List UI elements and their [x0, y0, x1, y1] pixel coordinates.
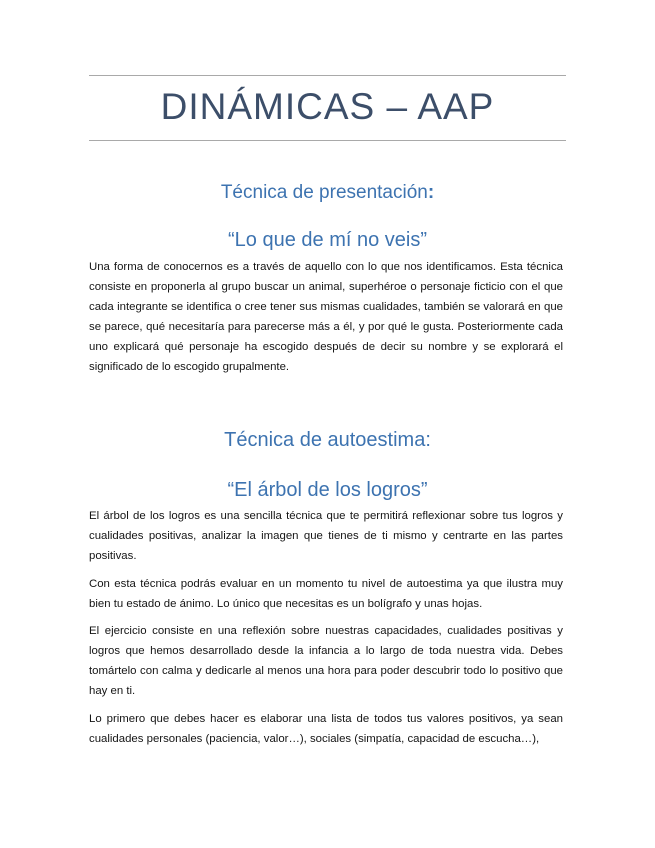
title-bottom-rule	[89, 140, 566, 141]
section1-heading-text: Técnica de presentación	[220, 182, 428, 203]
section2-heading: Técnica de autoestima:	[224, 429, 431, 451]
section1-subtitle: “Lo que de mí no veis”	[228, 229, 427, 251]
section2-paragraph-3: El ejercicio consiste en una reflexión sobre nuestras capacidades, cualidades positivas y logros que hemos desarrollado desde la infancia a lo largo de toda nuestra vida. Debes tomártelo con calma y dedicarle al menos una hora para poder descubrir todo lo positivo que hay en ti.	[89, 625, 563, 697]
title-top-rule	[89, 75, 566, 76]
section1-heading	[89, 182, 566, 204]
section2-subtitle: “El árbol de los logros”	[227, 479, 428, 501]
page-title: DINÁMICAS – AAP	[160, 86, 495, 127]
section1-heading-colon: :	[427, 182, 435, 203]
section2-paragraph-2: Con esta técnica podrás evaluar en un momento tu nivel de autoestima ya que ilustra muy bien tu estado de ánimo. Lo único que necesitas es un bolígrafo y unas hojas.	[89, 578, 563, 610]
section2-paragraph-4: Lo primero que debes hacer es elaborar una lista de todos tus valores positivos, ya sean cualidades personales (paciencia, valor…), sociales (simpatía, capacidad de escucha…),	[89, 713, 563, 745]
section2-paragraph-1: El árbol de los logros es una sencilla técnica que te permitirá reflexionar sobre tus logros y cualidades positivas, analizar la imagen que tienes de ti mismo y centrarte en las partes positivas.	[89, 510, 563, 562]
section1-paragraph-1: Una forma de conocernos es a través de aquello con lo que nos identificamos. Esta técnica consiste en proponerla al grupo buscar un animal, superhéroe o personaje ficticio con el que cada integrante se identifica o cree tener sus mismas cualidades, también se valorará en que se parece, qué necesitaría para parecerse más a él, y por qué le gusta. Posteriormente cada uno explicará qué personaje ha escogido después de decir su nombre y se explorará el significado de lo escogido grupalmente.	[89, 261, 563, 373]
